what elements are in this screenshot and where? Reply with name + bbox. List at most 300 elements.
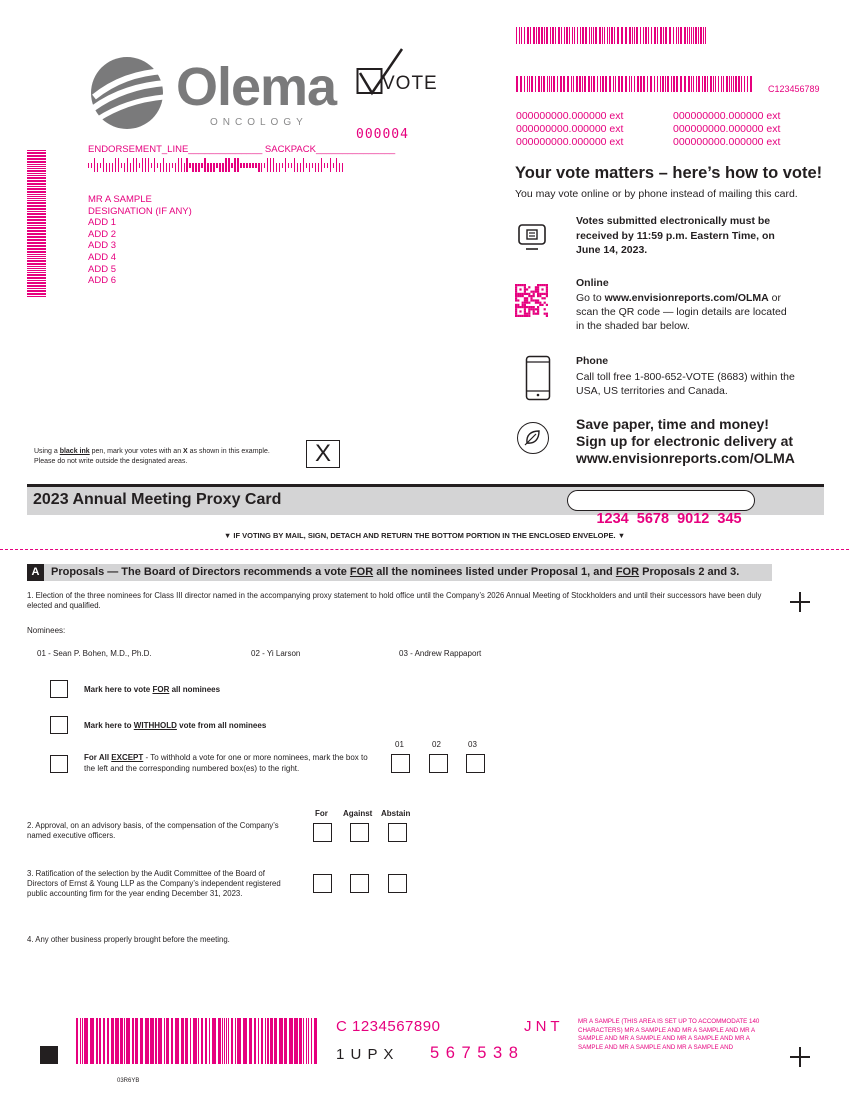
barcode-bar (660, 76, 661, 92)
barcode-bar (133, 158, 134, 172)
barcode-bar (154, 158, 155, 172)
barcode-bar (564, 27, 565, 44)
barcode-bar (529, 76, 530, 92)
qr-module (524, 288, 526, 290)
barcode-bar (234, 158, 235, 172)
nominee-number-03: 03 (468, 740, 477, 749)
barcode-bar (27, 251, 46, 253)
barcode-bar (750, 76, 752, 92)
olema-logo-mark-icon (84, 53, 172, 133)
qr-module (522, 293, 524, 295)
opt-withhold-emph: WITHHOLD (133, 721, 177, 730)
barcode-bar (573, 76, 574, 92)
barcode-bar (689, 27, 690, 44)
barcode-bar (705, 27, 706, 44)
barcode-bar (315, 163, 316, 172)
barcode-bar (84, 1018, 88, 1064)
qr-module (524, 310, 526, 312)
barcode-bar (530, 27, 531, 44)
mailing-address (88, 194, 192, 287)
sequence-number: 000004 (356, 127, 409, 142)
barcode-bar (591, 27, 592, 44)
vote-subheading: You may vote online or by phone instead of mailing this card. (515, 188, 798, 200)
edelivery-line2: Sign up for electronic delivery at (576, 433, 794, 449)
barcode-bar (288, 163, 289, 168)
qr-module (537, 313, 539, 315)
barcode-bar (112, 163, 113, 172)
ext-line: 000000000.000000 ext (673, 123, 781, 135)
qr-module (530, 306, 532, 308)
barcode-bar (527, 76, 528, 92)
barcode-bar (27, 170, 46, 172)
withhold-nominee-03-checkbox[interactable] (466, 754, 485, 773)
barcode-bar (27, 188, 46, 190)
top-barcode-1 (516, 27, 708, 44)
control-number-pill (567, 490, 755, 527)
barcode-bar (680, 27, 682, 44)
barcode-bar (715, 76, 716, 92)
barcode-bar (27, 194, 46, 195)
barcode-bar (744, 76, 745, 92)
qr-module (524, 304, 526, 306)
qr-module (530, 291, 532, 293)
qr-module (541, 284, 543, 286)
barcode-bar (240, 163, 241, 168)
barcode-bar (27, 164, 46, 165)
barcode-bar (109, 163, 110, 172)
qr-module (533, 299, 535, 301)
barcode-bar (258, 163, 259, 172)
example-mark: X (314, 440, 331, 467)
barcode-bar (723, 76, 724, 92)
barcode-bar (637, 76, 639, 92)
barcode-bar (657, 27, 658, 44)
qr-module (526, 288, 528, 290)
qr-module (517, 295, 519, 297)
qr-module (524, 313, 526, 315)
barcode-bar (222, 163, 223, 172)
barcode-bar (27, 180, 46, 182)
barcode-bar (80, 1018, 81, 1064)
section-a-letter: A (27, 564, 44, 581)
barcode-bar (552, 27, 554, 44)
qr-module (539, 302, 541, 304)
barcode-bar (274, 1018, 277, 1064)
barcode-bar (130, 163, 131, 172)
barcode-bar (103, 158, 104, 172)
barcode-bar (201, 163, 202, 168)
section-title-for1: FOR (349, 566, 374, 578)
barcode-bar (27, 242, 46, 244)
barcode-bar (645, 27, 647, 44)
barcode-bar (665, 76, 666, 92)
barcode-bar (593, 76, 595, 92)
barcode-bar (27, 175, 46, 176)
proposal-3-against-checkbox[interactable] (350, 874, 369, 893)
qr-module (544, 313, 546, 315)
qr-module (546, 313, 548, 315)
barcode-bar (151, 163, 152, 168)
qr-module (528, 315, 530, 317)
barcode-bar (629, 76, 630, 92)
barcode-bar (27, 183, 46, 185)
barcode-bar (625, 76, 627, 92)
barcode-bar (636, 27, 638, 44)
footer-jnt: J N T (524, 1018, 560, 1035)
barcode-bar (567, 76, 569, 92)
barcode-bar (524, 76, 525, 92)
barcode-bar (27, 150, 46, 151)
ink-emph: black ink (59, 448, 90, 455)
footer-barcode (76, 1018, 320, 1064)
footer-square (40, 1046, 58, 1064)
barcode-bar (591, 76, 592, 92)
qr-module (528, 293, 530, 295)
top-barcode-2 (516, 76, 754, 92)
footer-account-type: 1 U P X (336, 1046, 395, 1063)
online-url-link[interactable]: www.envisionreports.com/OLMA (604, 292, 769, 304)
barcode-bar (609, 76, 611, 92)
opt-for-post: all nominees (169, 685, 221, 694)
barcode-bar (100, 163, 101, 168)
barcode-bar (607, 27, 608, 44)
example-mark-box (306, 440, 340, 468)
ext-line: 000000000.000000 ext (516, 136, 624, 148)
barcode-bar (160, 163, 161, 172)
ink-x: X (183, 448, 188, 455)
proposal-2-against-checkbox[interactable] (350, 823, 369, 842)
barcode-bar (226, 1018, 227, 1064)
barcode-bar (175, 1018, 179, 1064)
barcode-bar (158, 1018, 162, 1064)
address-line: ADD 6 (88, 275, 116, 287)
barcode-bar (190, 1018, 191, 1064)
barcode-bar (704, 76, 706, 92)
online-suffix: or scan the QR code — login details are located in the shaded bar below. (576, 292, 787, 332)
barcode-bar (185, 1018, 188, 1064)
barcode-bar (237, 158, 238, 172)
deadline-text: Votes submitted electronically must be received by 11:59 p.m. Eastern Time, on June 14, 2023. (576, 215, 775, 256)
barcode-bar (520, 76, 522, 92)
nominee-number-02: 02 (432, 740, 441, 749)
perforation-line[interactable] (0, 549, 849, 550)
barcode-bar (27, 161, 46, 163)
proposal-3-abstain-checkbox[interactable] (388, 874, 407, 893)
proposal-3-for-checkbox[interactable] (313, 874, 332, 893)
qr-module (517, 306, 519, 308)
qr-module (524, 291, 526, 293)
proposal-2-abstain-checkbox[interactable] (388, 823, 407, 842)
barcode-bar (27, 166, 46, 167)
barcode-bar (577, 27, 578, 44)
barcode-bar (595, 27, 597, 44)
barcode-bar (279, 163, 280, 172)
barcode-bar (222, 1018, 223, 1064)
barcode-bar (192, 163, 193, 172)
barcode-bar (318, 163, 319, 172)
barcode-bar (27, 256, 46, 257)
withhold-all-checkbox[interactable] (50, 716, 68, 734)
section-a-header (27, 564, 772, 581)
qr-module (546, 293, 548, 295)
qr-module (535, 286, 537, 288)
vote-for-all-checkbox[interactable] (50, 680, 68, 698)
barcode-bar (584, 76, 586, 92)
edelivery-url-link[interactable]: www.envisionreports.com/OLMA (576, 450, 795, 466)
qr-module (519, 288, 521, 290)
barcode-bar (261, 163, 262, 172)
barcode-bar (703, 27, 704, 44)
address-line: ADD 3 (88, 240, 116, 252)
proposal-2-for-checkbox[interactable] (313, 823, 332, 842)
barcode-bar (306, 163, 307, 168)
barcode-bar (198, 1018, 199, 1064)
section-title-pre: Proposals — The Board of Directors recommends a vote (51, 566, 350, 578)
section-title-mid: all the nominees listed under Proposal 1, and (373, 566, 616, 578)
barcode-bar (150, 1018, 154, 1064)
barcode-bar (27, 230, 46, 232)
barcode-bar (27, 263, 46, 265)
for-all-except-checkbox[interactable] (50, 755, 68, 773)
barcode-bar (224, 1018, 225, 1064)
opt-for-pre: Mark here to vote (84, 685, 153, 694)
company-logo (84, 53, 344, 133)
barcode-bar (27, 211, 46, 212)
qr-module (533, 295, 535, 297)
proxy-card-banner (27, 487, 824, 527)
barcode-bar (589, 27, 590, 44)
footer-address-note: MR A SAMPLE (THIS AREA IS SET UP TO ACCOMMODATE 140 CHARACTERS) MR A SAMPLE AND MR A SAMPLE AND MR A SAMPLE AND MR A SAMPLE AND MR A SAMPLE AND MR A SAMPLE AND MR A SAMPLE AND MR A SAMPLE AND (578, 1018, 760, 1051)
logo-subtitle: ONCOLOGY (210, 117, 308, 128)
qr-module (524, 308, 526, 310)
column-abstain: Abstain (381, 809, 411, 818)
qr-module (546, 295, 548, 297)
barcode-bar (294, 158, 295, 172)
barcode-bar (680, 76, 682, 92)
barcode-bar (27, 219, 46, 221)
online-title: Online (576, 277, 609, 289)
qr-module (524, 297, 526, 299)
control-code: C123456789 (768, 84, 820, 94)
leaf-icon (517, 422, 549, 454)
barcode-bar (600, 76, 601, 92)
barcode-bar (124, 163, 125, 172)
withhold-nominee-01-checkbox[interactable] (391, 754, 410, 773)
barcode-bar (27, 196, 46, 197)
barcode-bar (669, 27, 671, 44)
qr-module (515, 315, 517, 317)
barcode-bar (291, 163, 292, 168)
barcode-bar (27, 290, 46, 292)
barcode-bar (218, 1018, 221, 1064)
barcode-bar (621, 27, 623, 44)
barcode-bar (126, 1018, 130, 1064)
barcode-bar (27, 274, 46, 276)
barcode-bar (299, 1018, 302, 1064)
nominee-1: 01 - Sean P. Bohen, M.D., Ph.D. (37, 649, 152, 658)
barcode-bar (572, 27, 573, 44)
barcode-bar (135, 1018, 138, 1064)
barcode-bar (136, 158, 137, 172)
barcode-bar (27, 213, 46, 215)
barcode-bar (327, 163, 328, 168)
barcode-bar (684, 27, 686, 44)
barcode-bar (549, 76, 550, 92)
qr-module (519, 306, 521, 308)
proposal-4-text: 4. Any other business properly brought before the meeting. (27, 935, 230, 944)
qr-module (535, 308, 537, 310)
barcode-bar (231, 163, 232, 168)
barcode-bar (107, 1018, 109, 1064)
barcode-bar (27, 285, 46, 287)
for-all-except-label (84, 753, 380, 774)
barcode-bar (593, 27, 594, 44)
barcode-bar (198, 163, 199, 172)
qr-module (539, 293, 541, 295)
barcode-bar (336, 158, 337, 172)
qr-code-icon (515, 284, 548, 317)
barcode-bar (707, 76, 708, 92)
barcode-bar (139, 163, 140, 168)
barcode-bar (27, 198, 46, 199)
barcode-bar (634, 76, 635, 92)
logo-wordmark: Olema (176, 57, 337, 117)
qr-module (515, 299, 517, 301)
address-line: MR A SAMPLE (88, 194, 152, 205)
barcode-bar (90, 1018, 94, 1064)
barcode-bar (27, 205, 46, 207)
barcode-bar (27, 254, 46, 255)
qr-module (522, 295, 524, 297)
barcode-bar (27, 245, 46, 247)
address-line: ADD 4 (88, 251, 116, 263)
barcode-bar (276, 163, 277, 172)
barcode-bar (557, 76, 558, 92)
barcode-bar (205, 1018, 207, 1064)
qr-module (517, 284, 519, 286)
barcode-bar (27, 260, 46, 262)
barcode-bar (118, 158, 119, 172)
barcode-bar (186, 158, 187, 172)
barcode-bar (617, 27, 619, 44)
barcode-bar (602, 27, 603, 44)
barcode-bar (27, 225, 46, 226)
proposal-1-text: 1. Election of the three nominees for Class III director named in the accompanying proxy statement to hold office until the Company’s 2026 Annual Meeting of Stockholders and until their successors have been duly elected and qualified. (27, 591, 762, 610)
address-line: ADD 2 (88, 228, 116, 240)
barcode-bar (249, 1018, 252, 1064)
section-title-for2: FOR (615, 566, 640, 578)
qr-module (528, 310, 530, 312)
barcode-bar (726, 76, 728, 92)
qr-module (515, 291, 517, 293)
barcode-bar (27, 296, 46, 297)
qr-module (541, 288, 543, 290)
qr-module (537, 291, 539, 293)
ext-line: 000000000.000000 ext (516, 123, 624, 135)
barcode-bar (629, 27, 631, 44)
barcode-bar (97, 163, 98, 172)
barcode-bar (538, 76, 540, 92)
barcode-bar (693, 76, 694, 92)
barcode-bar (124, 1018, 125, 1064)
proposal-3-text: 3. Ratification of the selection by the Audit Committee of the Board of Directors of Ernst & Young LLP as the Company’s independent registered public accounting firm for the year ending December 31, 2023. (27, 869, 281, 898)
barcode-bar (698, 76, 700, 92)
qr-module (524, 302, 526, 304)
barcode-bar (566, 27, 568, 44)
control-number: 1234 5678 9012 345 (596, 511, 742, 527)
barcode-bar (650, 76, 652, 92)
barcode-bar (267, 1018, 269, 1064)
qr-module (544, 297, 546, 299)
barcode-bar (289, 1018, 293, 1064)
opt-withhold-post: vote from all nominees (176, 721, 267, 730)
barcode-bar (300, 163, 301, 172)
barcode-bar (599, 27, 601, 44)
qr-module (533, 291, 535, 293)
withhold-nominee-02-checkbox[interactable] (429, 754, 448, 773)
barcode-bar (181, 1018, 184, 1064)
qr-module (515, 297, 517, 299)
qr-module (524, 306, 526, 308)
barcode-bar (306, 1018, 307, 1064)
qr-module (528, 295, 530, 297)
qr-module (533, 306, 535, 308)
barcode-bar (228, 1018, 229, 1064)
barcode-bar (691, 27, 692, 44)
barcode-bar (660, 27, 662, 44)
qr-module (539, 304, 541, 306)
barcode-bar (265, 1018, 266, 1064)
barcode-bar (27, 239, 46, 241)
qr-module (539, 295, 541, 297)
nominees-label: Nominees: (27, 626, 66, 635)
barcode-bar (569, 27, 570, 44)
barcode-bar (155, 1018, 157, 1064)
barcode-bar (696, 76, 697, 92)
barcode-bar (204, 158, 205, 172)
barcode-bar (721, 76, 722, 92)
barcode-bar (631, 76, 632, 92)
barcode-bar (691, 76, 692, 92)
barcode-bar (538, 27, 540, 44)
qr-module (539, 284, 541, 286)
barcode-bar (339, 163, 340, 172)
barcode-bar (700, 27, 702, 44)
barcode-bar (213, 163, 214, 172)
barcode-bar (579, 76, 581, 92)
barcode-bar (273, 158, 274, 172)
barcode-bar (618, 76, 620, 92)
barcode-bar (710, 76, 712, 92)
barcode-bar (27, 227, 46, 229)
barcode-bar (688, 76, 690, 92)
barcode-bar (27, 288, 46, 289)
barcode-bar (571, 76, 572, 92)
qr-module (515, 308, 517, 310)
qr-module (515, 288, 517, 290)
barcode-bar (172, 163, 173, 168)
barcode-bar (634, 27, 635, 44)
qr-module (544, 293, 546, 295)
qr-module (528, 308, 530, 310)
qr-module (515, 304, 517, 306)
qr-module (515, 306, 517, 308)
qr-module (544, 302, 546, 304)
barcode-bar (207, 163, 208, 172)
barcode-bar (27, 293, 46, 295)
barcode-bar (132, 1018, 134, 1064)
qr-module (515, 284, 517, 286)
